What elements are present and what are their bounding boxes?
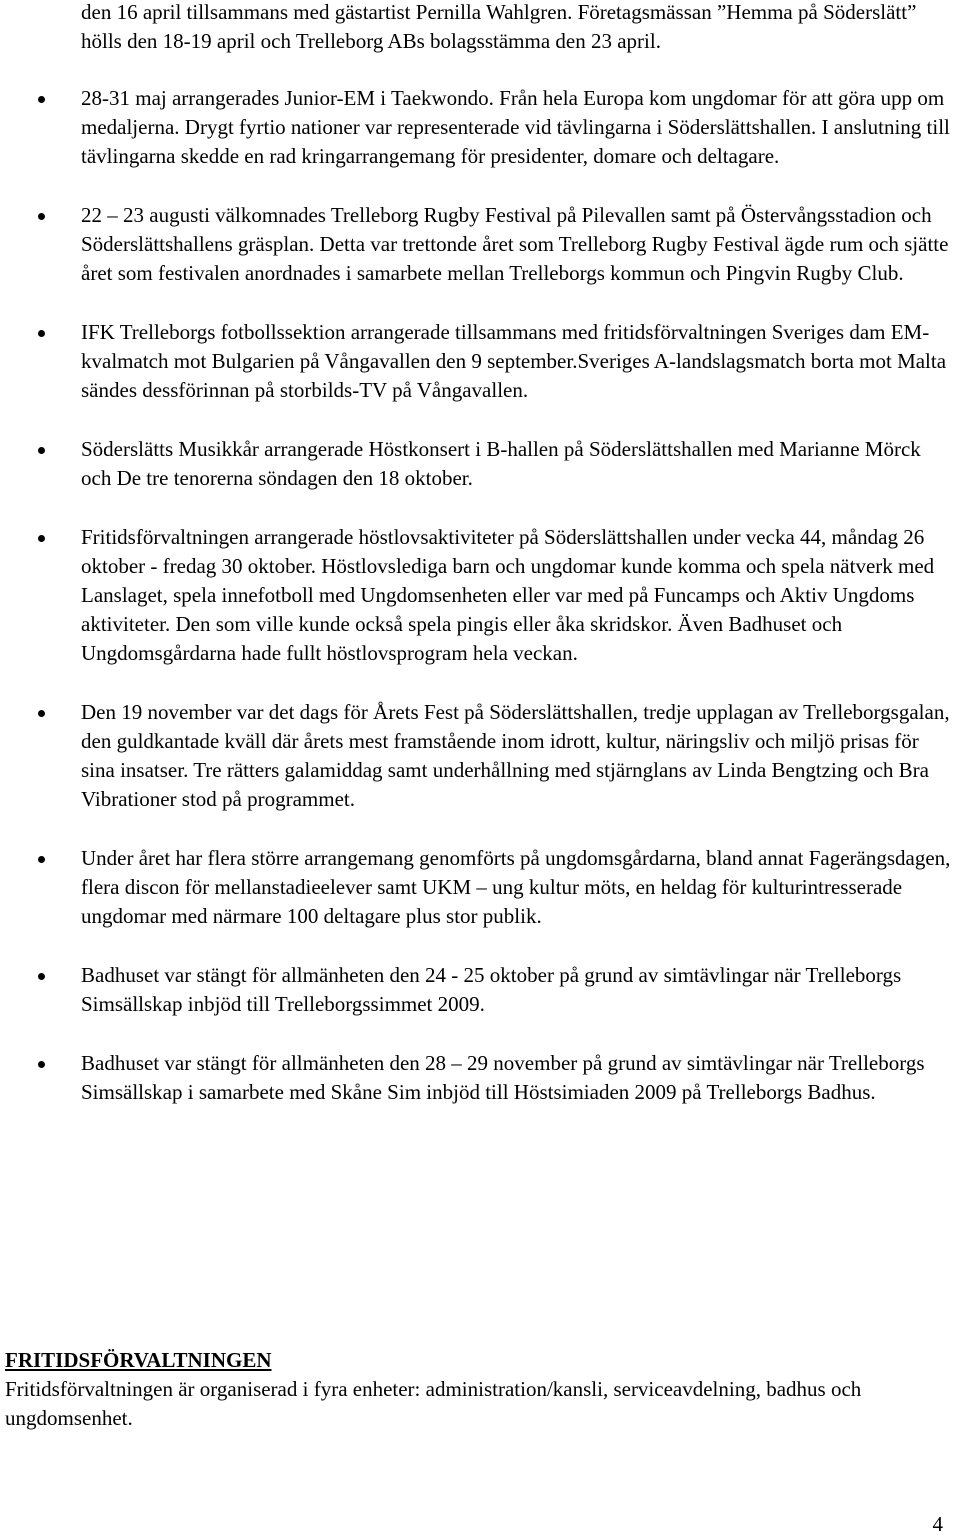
bullet-icon (38, 213, 45, 220)
bullet-icon (38, 973, 45, 980)
list-item-text: 22 – 23 augusti välkomnades Trelleborg Rugby Festival på Pilevallen samt på Östervångsstadion och Söderslättshallens gräsplan. Detta var trettonde året som Trelleborg Rugby Festival ägde rum och sjätte året som festivalen anordnades i samarbete mellan Trelleborgs kommun och Pingvin Rugby Club. (81, 203, 949, 285)
list-item (0, 435, 956, 493)
list-item-text: Fritidsförvaltningen arrangerade höstlovsaktiviteter på Söderslättshallen under vecka 44, måndag 26 oktober - fredag 30 oktober. Höstlovslediga barn och ungdomar kunde komma och spela nätverk med Lanslaget, spela innefotboll med Ungdomsenheten eller var med på Funcamps och Aktiv Ungdoms aktiviteter. Den som ville kunde också spela pingis eller åka skridskor. Även Badhuset och Ungdomsgårdarna hade fullt höstlovsprogram hela veckan. (81, 525, 935, 665)
list-item (0, 961, 956, 1019)
bullet-icon (38, 447, 45, 454)
list-item (0, 844, 956, 931)
list-item-text: Badhuset var stängt för allmänheten den 28 – 29 november på grund av simtävlingar när Trelleborgs Simsällskap i samarbete med Skåne Sim inbjöd till Höstsimiaden 2009 på Trelleborgs Badhus. (81, 1051, 925, 1104)
list-item-text: Under året har flera större arrangemang genomförts på ungdomsgårdarna, bland annat Fagerängsdagen, flera discon för mellanstadieelever samt UKM – ung kultur möts, en heldag för kulturintresserade ungdomar med närmare 100 deltagare plus stor publik. (81, 846, 951, 928)
list-item-text: Badhuset var stängt för allmänheten den 24 - 25 oktober på grund av simtävlingar när Trelleborgs Simsällskap inbjöd till Trelleborgssimmet 2009. (81, 963, 902, 1016)
list-item (0, 1049, 956, 1107)
continuation-paragraph: den 16 april tillsammans med gästartist Pernilla Wahlgren. Företagsmässan ”Hemma på Söderslätt” hölls den 18-19 april och Trelleborg ABs bolagsstämma den 23 april. (81, 0, 917, 53)
bullet-icon (38, 1061, 45, 1068)
bullet-icon (38, 535, 45, 542)
bullet-icon (38, 710, 45, 717)
bullet-icon (38, 96, 45, 103)
list-item-text: Söderslätts Musikkår arrangerade Höstkonsert i B-hallen på Söderslättshallen med Marianne Mörck och De tre tenorerna söndagen den 18 oktober. (81, 437, 921, 490)
list-item (0, 698, 956, 814)
list-item (0, 201, 956, 288)
page-number: 4 (932, 1512, 943, 1536)
list-item-text: Den 19 november var det dags för Årets Fest på Söderslättshallen, tredje upplagan av Trelleborgsgalan, den guldkantade kväll där årets mest framstående inom idrott, kultur, näringsliv och miljö prisas för sina insatser. Tre rätters galamiddag samt underhållning med stjärnglans av Linda Bengtzing och Bra Vibrationer stod på programmet. (81, 700, 950, 811)
list-item (0, 318, 956, 405)
bullet-icon (38, 856, 45, 863)
bullet-list (0, 84, 960, 1137)
list-item-text: 28-31 maj arrangerades Junior-EM i Taekwondo. Från hela Europa kom ungdomar för att göra upp om medaljerna. Drygt fyrtio nationer var representerade vid tävlingarna i Söderslättshallen. I anslutning till tävlingarna skedde en rad kringarrangemang för presidenter, domare och deltagare. (81, 86, 950, 168)
bullet-icon (38, 330, 45, 337)
section-heading: FRITIDSFÖRVALTNINGEN (5, 1348, 272, 1372)
list-item (0, 84, 956, 171)
list-item-text: IFK Trelleborgs fotbollssektion arrangerade tillsammans med fritidsförvaltningen Sveriges dam EM-kvalmatch mot Bulgarien på Vångavallen den 9 september.Sveriges A-landslagsmatch borta mot Malta sändes dessförinnan på storbilds-TV på Vångavallen. (81, 320, 947, 402)
section-body: Fritidsförvaltningen är organiserad i fyra enheter: administration/kansli, serviceavdelning, badhus och ungdomsenhet. (5, 1377, 862, 1430)
list-item (0, 523, 956, 668)
